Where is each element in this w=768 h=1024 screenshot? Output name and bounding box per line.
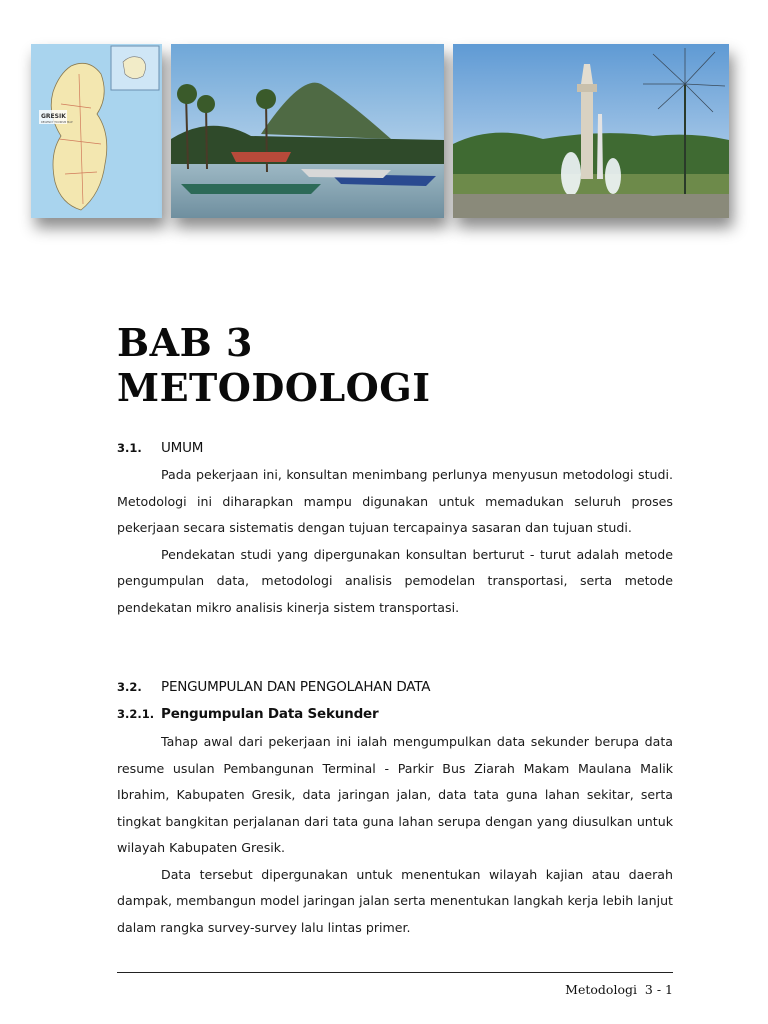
paragraph: Pendekatan studi yang dipergunakan konsultan berturut - turut adalah metode pengumpulan data, metodologi analisis pemodelan transportasi, serta metode pendekatan mikro analisis kinerja sistem transportasi.: [117, 546, 673, 615]
map-sublabel: REGENCY TOURISM MAP: [41, 121, 73, 124]
park-photo: [453, 44, 729, 218]
footer-divider: [117, 972, 673, 973]
paragraph: Pada pekerjaan ini, konsultan menimbang perlunya menyusun metodologi studi. Metodologi ini diharapkan mampu digunakan untuk memadukan seluruh proses pekerjaan secara sistematis dengan tujuan tercapainya sasaran dan tujuan studi.: [117, 467, 673, 535]
paragraph: Tahap awal dari pekerjaan ini ialah mengumpulkan data sekunder berupa data resume usulan Pembangunan Terminal - Parkir Bus Ziarah Makam Maulana Malik Ibrahim, Kabupaten Gresik, data jaringan jalan, data tata guna lahan sekitar, serta tingkat bangkitan perjalanan dari tata guna lahan serupa dengan yang diusulkan untuk wilayah Kabupaten Gresik.: [117, 734, 673, 855]
subsection-title: Pengumpulan Data Sekunder: [161, 706, 379, 722]
chapter-title: METODOLOGI: [117, 365, 431, 410]
section-body-umum: [117, 462, 673, 621]
map-photo: [31, 44, 162, 218]
subsection-heading-data-sekunder: [117, 706, 673, 722]
section-title: UMUM: [161, 440, 204, 456]
harbor-photo: [171, 44, 444, 218]
subsection-body-data-sekunder: [117, 729, 673, 941]
section-heading-umum: [117, 440, 673, 456]
section-number: 3.1.: [117, 441, 142, 455]
paragraph: Data tersebut dipergunakan untuk menentukan wilayah kajian atau daerah dampak, membangun model jaringan jalan serta menentukan langkah kerja lebih lanjut dalam rangka survey-survey lalu lintas primer.: [117, 866, 673, 935]
map-label: GRESIK: [41, 113, 66, 120]
page-footer: Metodologi 3 - 1: [565, 982, 673, 997]
section-number: 3.2.: [117, 680, 142, 694]
section-heading-pengumpulan: [117, 679, 673, 695]
section-title: PENGUMPULAN DAN PENGOLAHAN DATA: [161, 679, 431, 695]
subsection-number: 3.2.1.: [117, 707, 155, 721]
chapter-number: BAB 3: [117, 320, 253, 365]
